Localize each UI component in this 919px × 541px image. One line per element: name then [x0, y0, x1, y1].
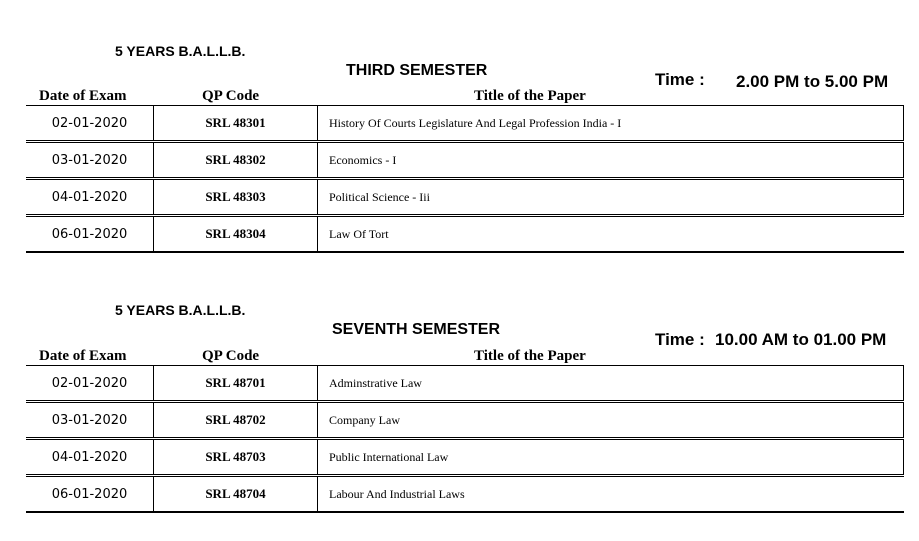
qp-code: SRL 48303	[154, 180, 318, 214]
paper-title: Labour And Industrial Laws	[329, 486, 465, 501]
semester-title: THIRD SEMESTER	[346, 62, 488, 79]
table-row	[26, 365, 904, 401]
header-qp-code: QP Code	[202, 348, 260, 364]
qp-code: SRL 48302	[154, 143, 318, 177]
header-qp-code: QP Code	[202, 88, 260, 104]
qp-code: SRL 48703	[154, 440, 318, 474]
qp-code: SRL 48704	[154, 477, 318, 511]
course-title: 5 YEARS B.A.L.L.B.	[115, 43, 246, 59]
table-row	[26, 179, 904, 215]
exam-date: 04-01-2020	[26, 180, 154, 214]
header-date: Date of Exam	[39, 348, 127, 364]
qp-code: SRL 48301	[154, 106, 318, 140]
table-row	[26, 216, 904, 252]
paper-title: Public International Law	[329, 449, 449, 464]
paper-title: Law Of Tort	[329, 226, 389, 241]
table-row	[26, 402, 904, 438]
table-row	[26, 476, 904, 512]
paper-title: History Of Courts Legislature And Legal Profession India - I	[329, 115, 622, 130]
table-row	[26, 439, 904, 475]
paper-title: Economics - I	[329, 152, 397, 167]
exam-date: 04-01-2020	[26, 440, 154, 474]
exam-date: 03-01-2020	[26, 403, 154, 437]
qp-code: SRL 48702	[154, 403, 318, 437]
exam-date: 02-01-2020	[26, 366, 154, 400]
exam-table-third-semester	[26, 105, 904, 253]
table-row	[26, 105, 904, 141]
time-label: Time :	[655, 330, 705, 349]
paper-title: Political Science - Iii	[329, 189, 430, 204]
time-value: 10.00 AM to 01.00 PM	[715, 330, 887, 349]
header-title: Title of the Paper	[474, 348, 586, 364]
header-date: Date of Exam	[39, 88, 127, 104]
table-row	[26, 142, 904, 178]
exam-date: 06-01-2020	[26, 477, 154, 511]
header-title: Title of the Paper	[474, 88, 586, 104]
course-title: 5 YEARS B.A.L.L.B.	[115, 302, 246, 318]
semester-title: SEVENTH SEMESTER	[332, 321, 501, 338]
time-value: 2.00 PM to 5.00 PM	[736, 72, 889, 91]
exam-date: 06-01-2020	[26, 217, 154, 251]
exam-date: 03-01-2020	[26, 143, 154, 177]
paper-title: Adminstrative Law	[329, 375, 422, 390]
paper-title: Company Law	[329, 412, 400, 427]
exam-date: 02-01-2020	[26, 106, 154, 140]
qp-code: SRL 48701	[154, 366, 318, 400]
qp-code: SRL 48304	[154, 217, 318, 251]
exam-table-seventh-semester	[26, 365, 904, 513]
time-label: Time :	[655, 70, 705, 89]
